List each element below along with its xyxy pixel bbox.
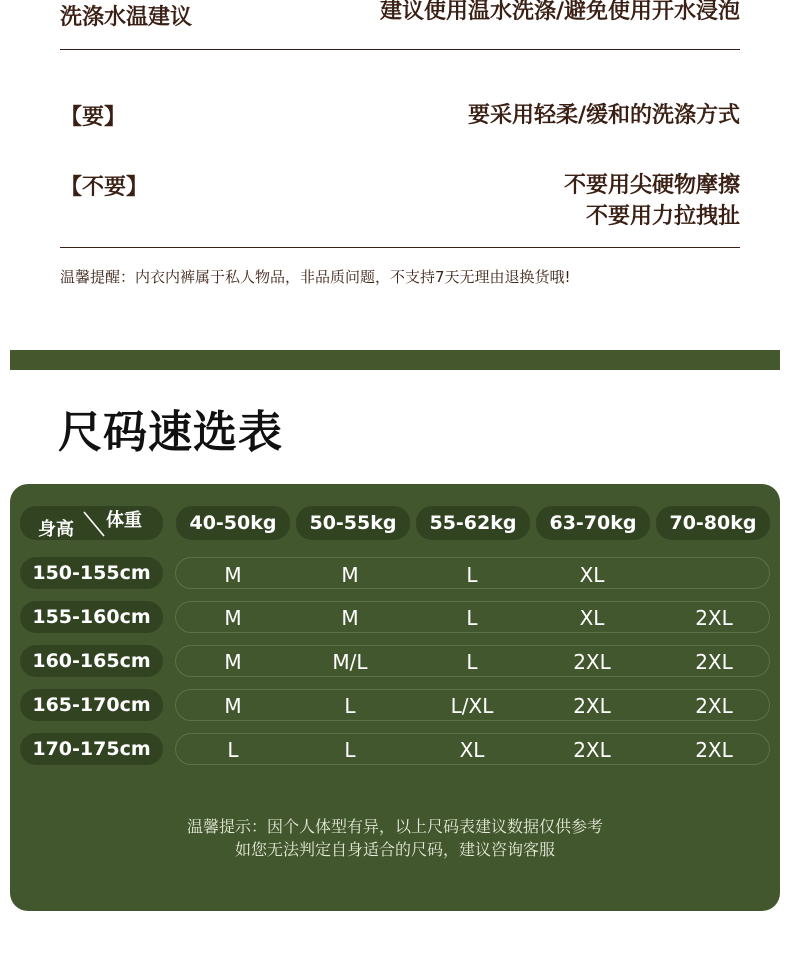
divider [60,247,740,248]
reminder-text: 温馨提醒：内衣内裤属于私人物品，非品质问题，不支持7天无理由退换货哦! [60,268,571,286]
size-cell: XL [579,563,605,587]
size-note-1: 温馨提示：因个人体型有异，以上尺码表建议数据仅供参考 [186,817,603,836]
size-cell: M [341,563,359,587]
height-header: 身高 [38,519,74,540]
size-cell: 2XL [573,738,611,762]
do-label: 【要】 [60,105,127,130]
size-cell: L [344,738,356,762]
size-cell: XL [459,738,485,762]
size-cell: 2XL [695,606,733,630]
size-chart-card [10,484,780,911]
diagonal-divider [82,510,108,538]
size-cell: 2XL [695,650,733,674]
size-cell: L [466,650,478,674]
size-cell: L [466,563,478,587]
wash-temp-label: 洗涤水温建议 [60,5,193,30]
weight-header-cell: 55-62kg [416,506,530,540]
height-cell: 150-155cm [20,557,163,589]
size-note-2: 如您无法判定自身适合的尺码，建议咨询客服 [234,840,555,859]
dont-value-2: 不要用力拉拽扯 [585,204,740,229]
weight-header-cell: 40-50kg [176,506,290,540]
size-cell: M [341,606,359,630]
height-cell: 165-170cm [20,689,163,721]
size-chart-title: 尺码速选表 [58,407,283,458]
size-cell: M [224,606,242,630]
weight-header-cell: 50-55kg [296,506,410,540]
size-cell: 2XL [695,694,733,718]
size-cell: 2XL [695,738,733,762]
dont-label: 【不要】 [60,175,149,200]
size-cell: L [227,738,239,762]
do-value: 要采用轻柔/缓和的洗涤方式 [467,103,740,128]
weight-header-cell: 70-80kg [656,506,770,540]
size-cell: L [344,694,356,718]
size-cell: M [224,650,242,674]
dont-value-1: 不要用尖硬物摩擦 [563,173,740,198]
size-cell: M [224,694,242,718]
size-cell: 2XL [573,694,611,718]
height-cell: 155-160cm [20,601,163,633]
section-band [10,350,780,370]
height-cell: 170-175cm [20,733,163,765]
wash-temp-value: 建议使用温水洗涤/避免使用开水浸泡 [379,0,740,24]
care-instructions [0,0,790,330]
size-cell: L [466,606,478,630]
height-cell: 160-165cm [20,645,163,677]
weight-header-cell: 63-70kg [536,506,650,540]
size-cell: M [224,563,242,587]
weight-header: 体重 [106,510,142,531]
dont-values [564,170,740,232]
size-cell: XL [579,606,605,630]
header-corner [20,506,163,540]
size-cell: L/XL [450,694,494,718]
size-cell: M/L [332,650,368,674]
divider [60,49,740,50]
size-cell: 2XL [573,650,611,674]
